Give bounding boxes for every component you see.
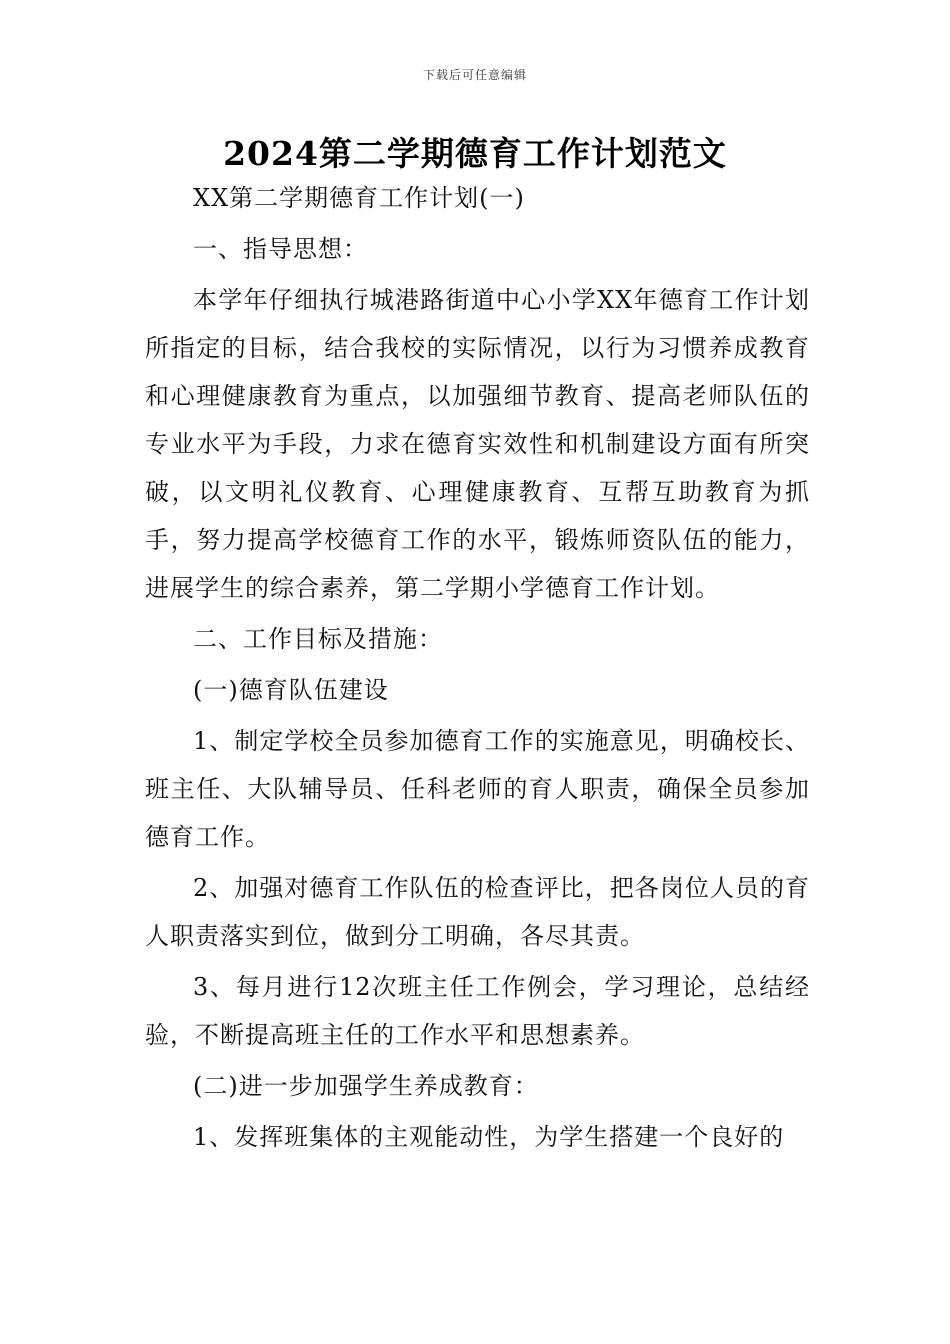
- header-note: 下载后可任意编辑: [422, 68, 527, 82]
- paragraph-heading-guiding-thought: 一、指导思想：: [193, 235, 368, 263]
- paragraph-item-1: 1、制定学校全员参加德育工作的实施意见，明确校长、班主任、大队辅导员、任科老师的育人职责，确保全员参加德育工作。: [145, 727, 810, 851]
- paragraph-guiding-thought: 本学年仔细执行城港路街道中心小学XX年德育工作计划所指定的目标，结合我校的实际情况，以行为习惯养成教育和心理健康教育为重点，以加强细节教育、提高老师队伍的专业水平为手段，力求在德育实效性和机制建设方面有所突破，以文明礼仪教育、心理健康教育、互帮互助教育为抓手，努力提高学校德育工作的水平，锻炼师资队伍的能力，进展学生的综合素养，第二学期小学德育工作计划。: [145, 286, 810, 602]
- paragraph-item-3: 3、每月进行12次班主任工作例会，学习理论，总结经验，不断提高班主任的工作水平和思想素养。: [145, 973, 810, 1049]
- paragraph-heading-goals: 二、工作目标及措施：: [193, 625, 443, 653]
- document-body: [145, 174, 810, 1164]
- paragraph-item-habits-1: 1、发挥班集体的主观能动性，为学生搭建一个良好的: [193, 1123, 785, 1151]
- paragraph-subheading-habits: (二)进一步加强学生养成教育：: [193, 1072, 539, 1100]
- document-title: 2024第二学期德育工作计划范文: [223, 134, 727, 173]
- paragraph-item-2: 2、加强对德育工作队伍的检查评比，把各岗位人员的育人职责落实到位，做到分工明确，各尽其责。: [145, 874, 810, 950]
- paragraph-subheading-team: (一)德育队伍建设: [193, 676, 389, 704]
- paragraph-subtitle: XX第二学期德育工作计划(一): [193, 184, 525, 212]
